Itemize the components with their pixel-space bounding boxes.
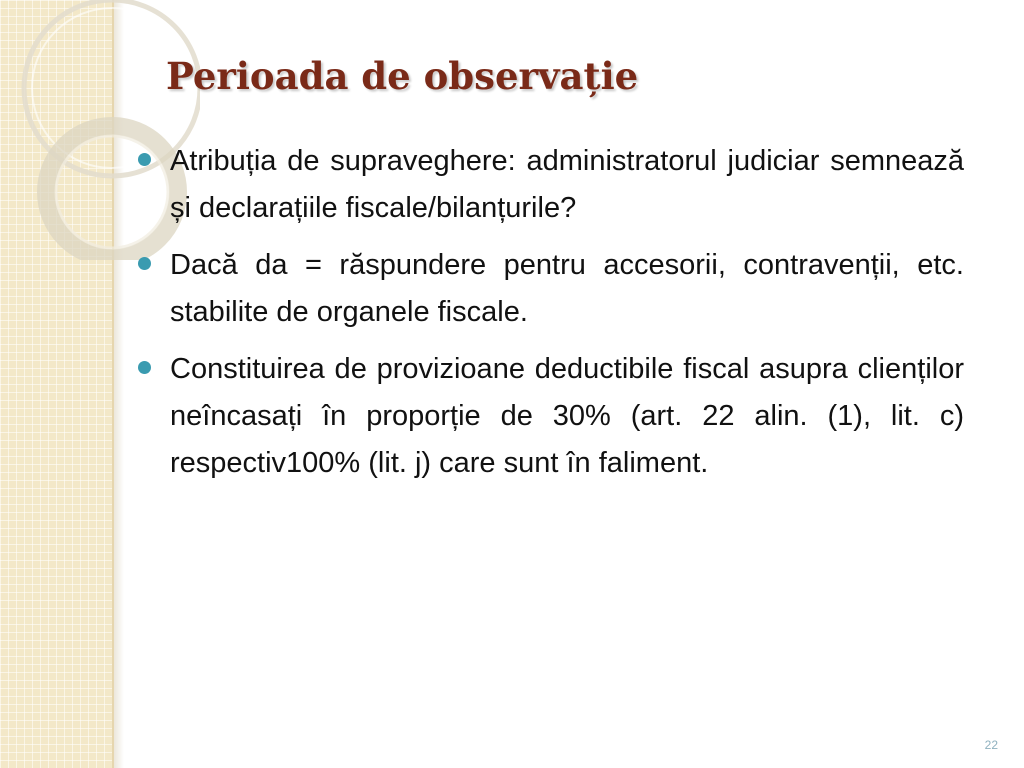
bullet-dot-icon bbox=[138, 361, 151, 374]
bullet-list bbox=[138, 138, 964, 497]
slide-title: Perioada de observație bbox=[166, 54, 639, 98]
page-number: 22 bbox=[984, 738, 998, 752]
bullet-text: Constituirea de provizioane deductibile fiscal asupra clienților neîncasați în proporție de 30% (art. 22 alin. (1), lit. c) respectiv100% (lit. j) care sunt în faliment. bbox=[170, 353, 964, 479]
bullet-item bbox=[138, 242, 964, 336]
bullet-item bbox=[138, 346, 964, 487]
bullet-text: Atribuția de supraveghere: administratorul judiciar semnează și declarațiile fiscale/bilanțurile? bbox=[170, 145, 964, 224]
bullet-text: Dacă da = răspundere pentru accesorii, contravenții, etc. stabilite de organele fiscale. bbox=[170, 249, 964, 328]
bullet-dot-icon bbox=[138, 257, 151, 270]
bullet-dot-icon bbox=[138, 153, 151, 166]
bullet-item bbox=[138, 138, 964, 232]
